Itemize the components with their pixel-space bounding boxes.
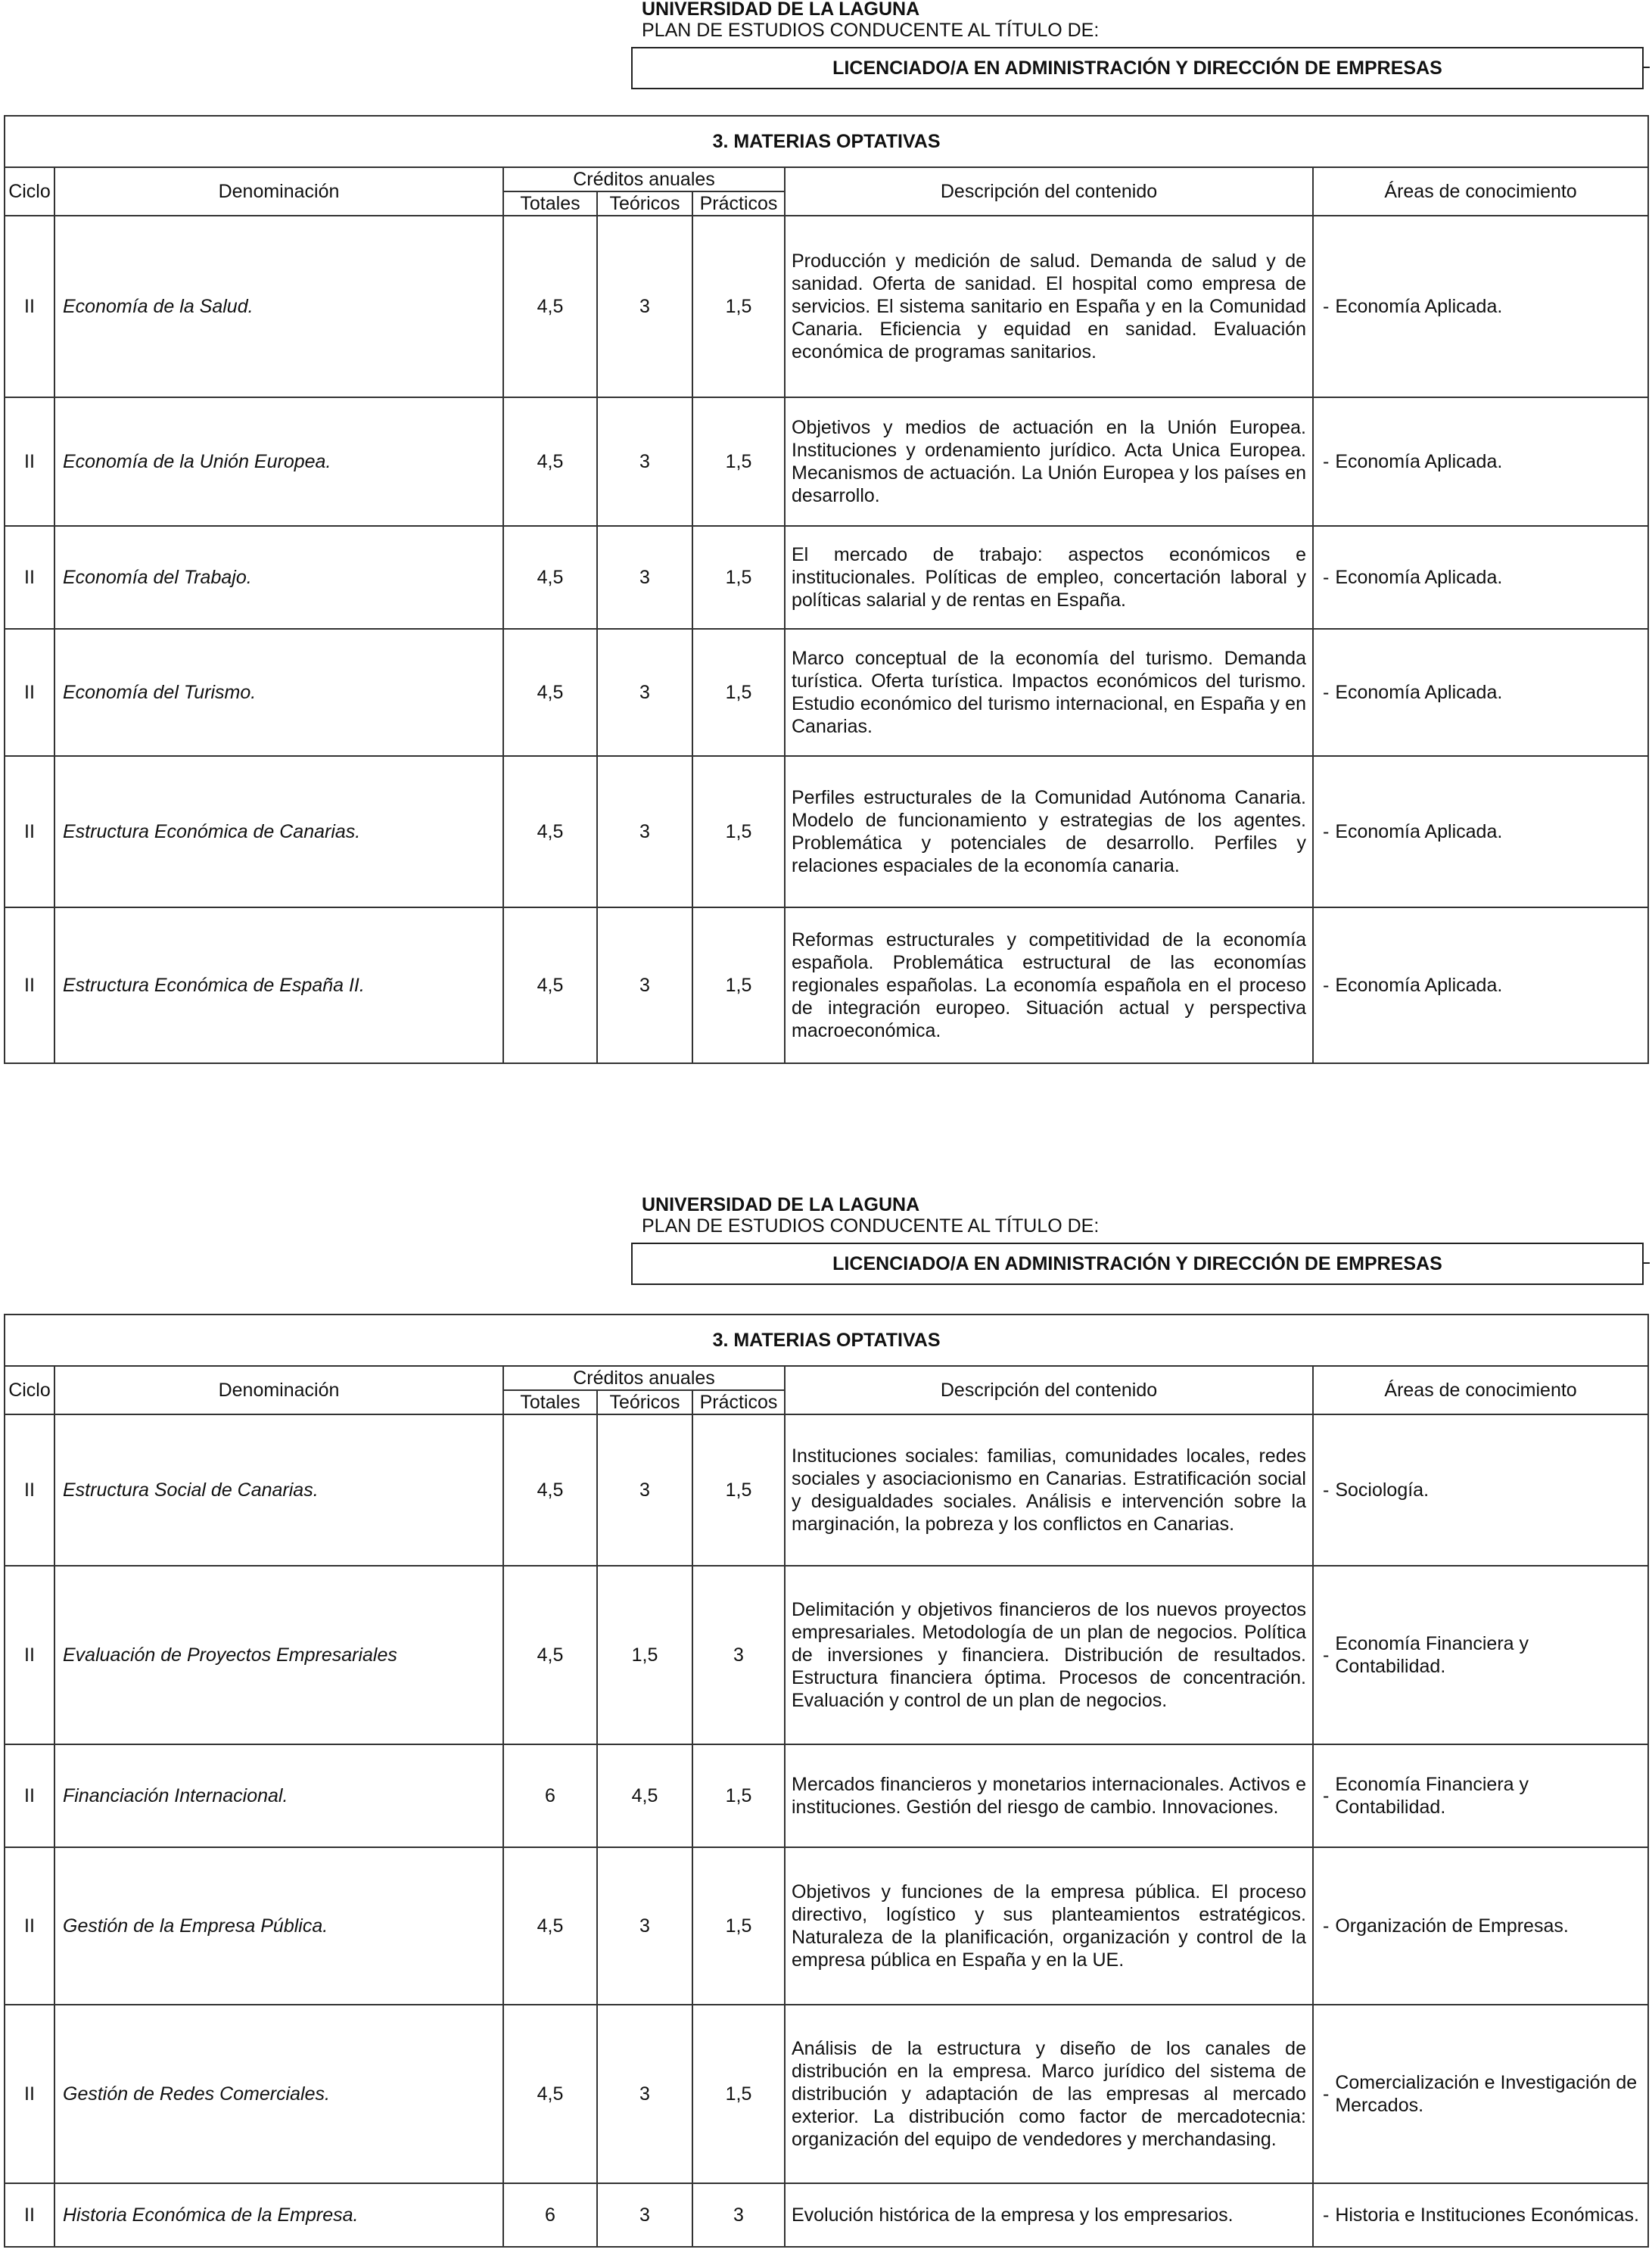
courses-table — [4, 115, 1649, 1064]
header-totales: Totales — [503, 1390, 597, 1414]
course-name: Economía del Trabajo. — [54, 526, 503, 629]
ciclo-cell: II — [5, 2183, 54, 2247]
credits-teoricos: 3 — [597, 216, 692, 397]
table-row — [5, 397, 1648, 526]
knowledge-area: Sociología. — [1335, 1479, 1430, 1501]
credits-teoricos: 3 — [597, 1847, 692, 2005]
credits-practicos: 1,5 — [692, 756, 785, 907]
knowledge-area: Economía Financiera y Contabilidad. — [1335, 1774, 1529, 1818]
area-bullet: - — [1323, 1479, 1330, 1501]
ciclo-cell: II — [5, 1566, 54, 1744]
university-name: UNIVERSIDAD DE LA LAGUNA — [642, 1194, 920, 1215]
knowledge-area-cell — [1313, 397, 1648, 526]
course-name: Economía del Turismo. — [54, 629, 503, 756]
ciclo-cell: II — [5, 756, 54, 907]
course-description: Instituciones sociales: familias, comunidades locales, redes sociales y asociacionismo en Canarias. Estratificación social y desigualdades sociales. Análisis e intervención sobre la marginación, la pobreza y los conflictos en Canarias. — [785, 1414, 1313, 1566]
credits-totales: 6 — [503, 2183, 597, 2247]
credits-teoricos: 3 — [597, 1414, 692, 1566]
university-name: UNIVERSIDAD DE LA LAGUNA — [642, 0, 920, 20]
knowledge-area-cell — [1313, 1414, 1648, 1566]
course-name: Estructura Económica de Canarias. — [54, 756, 503, 907]
credits-totales: 4,5 — [503, 1847, 597, 2005]
credits-totales: 4,5 — [503, 526, 597, 629]
course-name: Gestión de la Empresa Pública. — [54, 1847, 503, 2005]
course-description: Reformas estructurales y competitividad de la economía española. Problemática estructural de las economías regionales españolas. La economía española en el proceso de integración europeo. Situación actual y perspectiva macroeconómica. — [785, 907, 1313, 1063]
course-name: Evaluación de Proyectos Empresariales — [54, 1566, 503, 1744]
plan-label: PLAN DE ESTUDIOS CONDUCENTE AL TÍTULO DE: — [642, 1215, 1100, 1237]
table-row — [5, 526, 1648, 629]
header-creditos: Créditos anuales — [503, 167, 785, 191]
header-areas: Áreas de conocimiento — [1313, 1366, 1648, 1414]
course-description: Mercados financieros y monetarios internacionales. Activos e instituciones. Gestión del riesgo de cambio. Innovaciones. — [785, 1744, 1313, 1847]
knowledge-area-cell — [1313, 2183, 1648, 2247]
degree-title-box — [631, 1243, 1644, 1285]
area-bullet: - — [1323, 975, 1330, 996]
header-denominacion: Denominación — [54, 1366, 503, 1414]
table-row — [5, 1414, 1648, 1566]
header-areas: Áreas de conocimiento — [1313, 167, 1648, 216]
credits-practicos: 3 — [692, 1566, 785, 1744]
header-ciclo: Ciclo — [5, 1366, 54, 1414]
area-bullet: - — [1323, 2204, 1330, 2226]
knowledge-area-cell — [1313, 1847, 1648, 2005]
course-description: Objetivos y funciones de la empresa pública. El proceso directivo, logístico y sus planteamientos estratégicos. Naturaleza de la planificación, organización y control de la empresa pública en España y en la UE. — [785, 1847, 1313, 2005]
degree-title: LICENCIADO/A EN ADMINISTRACIÓN Y DIRECCIÓN DE EMPRESAS — [832, 57, 1442, 79]
table-row — [5, 629, 1648, 756]
credits-practicos: 1,5 — [692, 907, 785, 1063]
header-creditos: Créditos anuales — [503, 1366, 785, 1390]
table-row — [5, 2183, 1648, 2247]
table-row — [5, 756, 1648, 907]
course-name: Historia Económica de la Empresa. — [54, 2183, 503, 2247]
header-practicos: Prácticos — [692, 191, 785, 216]
header-divider — [1644, 67, 1650, 68]
knowledge-area: Historia e Instituciones Económicas. — [1335, 2204, 1639, 2226]
knowledge-area-cell — [1313, 1744, 1648, 1847]
table-title: 3. MATERIAS OPTATIVAS — [5, 1315, 1648, 1366]
table-row — [5, 907, 1648, 1063]
credits-teoricos: 3 — [597, 2005, 692, 2183]
ciclo-cell: II — [5, 216, 54, 397]
header-descripcion: Descripción del contenido — [785, 167, 1313, 216]
courses-table — [4, 1314, 1649, 2248]
knowledge-area-cell — [1313, 629, 1648, 756]
credits-practicos: 1,5 — [692, 1414, 785, 1566]
course-name: Financiación Internacional. — [54, 1744, 503, 1847]
credits-practicos: 1,5 — [692, 397, 785, 526]
credits-practicos: 1,5 — [692, 2005, 785, 2183]
ciclo-cell: II — [5, 1414, 54, 1566]
credits-teoricos: 3 — [597, 907, 692, 1063]
ciclo-cell: II — [5, 526, 54, 629]
ciclo-cell: II — [5, 629, 54, 756]
knowledge-area: Economía Aplicada. — [1335, 821, 1503, 842]
course-description: Objetivos y medios de actuación en la Unión Europea. Instituciones y ordenamiento jurídico. Acta Unica Europea. Mecanismos de actuación. La Unión Europea y los países en desarrollo. — [785, 397, 1313, 526]
course-description: El mercado de trabajo: aspectos económicos e institucionales. Políticas de empleo, concertación laboral y políticas salarial y de rentas en España. — [785, 526, 1313, 629]
ciclo-cell: II — [5, 397, 54, 526]
credits-practicos: 1,5 — [692, 1847, 785, 2005]
table-row — [5, 1744, 1648, 1847]
area-bullet: - — [1323, 2083, 1330, 2105]
credits-totales: 4,5 — [503, 397, 597, 526]
header-divider — [1644, 1262, 1650, 1264]
area-bullet: - — [1323, 1785, 1330, 1806]
course-name: Estructura Económica de España II. — [54, 907, 503, 1063]
knowledge-area: Economía Aplicada. — [1335, 682, 1503, 703]
credits-teoricos: 3 — [597, 2183, 692, 2247]
knowledge-area-cell — [1313, 1566, 1648, 1744]
degree-title-box — [631, 47, 1644, 89]
plan-label: PLAN DE ESTUDIOS CONDUCENTE AL TÍTULO DE: — [642, 20, 1100, 41]
credits-totales: 6 — [503, 1744, 597, 1847]
knowledge-area-cell — [1313, 756, 1648, 907]
area-bullet: - — [1323, 1644, 1330, 1666]
knowledge-area: Comercialización e Investigación de Mercados. — [1335, 2072, 1638, 2116]
header-descripcion: Descripción del contenido — [785, 1366, 1313, 1414]
header-teoricos: Teóricos — [597, 191, 692, 216]
knowledge-area: Economía Aplicada. — [1335, 451, 1503, 472]
header-totales: Totales — [503, 191, 597, 216]
knowledge-area-cell — [1313, 216, 1648, 397]
knowledge-area-cell — [1313, 526, 1648, 629]
knowledge-area: Organización de Empresas. — [1335, 1915, 1569, 1937]
credits-teoricos: 3 — [597, 629, 692, 756]
area-bullet: - — [1323, 451, 1330, 472]
credits-totales: 4,5 — [503, 1414, 597, 1566]
course-description: Producción y medición de salud. Demanda de salud y de sanidad. Oferta de sanidad. El hospital como empresa de servicios. El sistema sanitario en España y en la Comunidad Canaria. Eficiencia y equidad en sanidad. Evaluación económica de programas sanitarios. — [785, 216, 1313, 397]
table-row — [5, 1847, 1648, 2005]
course-description: Perfiles estructurales de la Comunidad Autónoma Canaria. Modelo de funcionamiento y estrategias de los agentes. Problemática y potenciales de desarrollo. Perfiles y relaciones espaciales de la economía canaria. — [785, 756, 1313, 907]
credits-totales: 4,5 — [503, 216, 597, 397]
header-practicos: Prácticos — [692, 1390, 785, 1414]
ciclo-cell: II — [5, 2005, 54, 2183]
credits-practicos: 1,5 — [692, 526, 785, 629]
knowledge-area-cell — [1313, 2005, 1648, 2183]
credits-totales: 4,5 — [503, 907, 597, 1063]
credits-teoricos: 3 — [597, 526, 692, 629]
table-row — [5, 2005, 1648, 2183]
header-teoricos: Teóricos — [597, 1390, 692, 1414]
table-title: 3. MATERIAS OPTATIVAS — [5, 116, 1648, 167]
credits-teoricos: 3 — [597, 397, 692, 526]
course-description: Evolución histórica de la empresa y los empresarios. — [785, 2183, 1313, 2247]
knowledge-area: Economía Financiera y Contabilidad. — [1335, 1633, 1529, 1677]
knowledge-area: Economía Aplicada. — [1335, 567, 1503, 588]
knowledge-area-cell — [1313, 907, 1648, 1063]
credits-teoricos: 3 — [597, 756, 692, 907]
course-description: Análisis de la estructura y diseño de los canales de distribución en la empresa. Marco jurídico del sistema de distribución y adaptación de las empresas al mercado exterior. La distribución como factor de mercadotecnia: organización del equipo de vendedores y merchandasing. — [785, 2005, 1313, 2183]
credits-practicos: 1,5 — [692, 1744, 785, 1847]
credits-totales: 4,5 — [503, 1566, 597, 1744]
area-bullet: - — [1323, 567, 1330, 588]
course-name: Gestión de Redes Comerciales. — [54, 2005, 503, 2183]
credits-totales: 4,5 — [503, 756, 597, 907]
table-row — [5, 216, 1648, 397]
course-description: Marco conceptual de la economía del turismo. Demanda turística. Oferta turística. Impactos económicos del turismo. Estudio económico del turismo internacional, en España y en Canarias. — [785, 629, 1313, 756]
credits-totales: 4,5 — [503, 2005, 597, 2183]
knowledge-area: Economía Aplicada. — [1335, 975, 1503, 996]
course-name: Economía de la Salud. — [54, 216, 503, 397]
ciclo-cell: II — [5, 907, 54, 1063]
ciclo-cell: II — [5, 1744, 54, 1847]
credits-teoricos: 4,5 — [597, 1744, 692, 1847]
table-row — [5, 1566, 1648, 1744]
credits-practicos: 1,5 — [692, 629, 785, 756]
course-description: Delimitación y objetivos financieros de los nuevos proyectos empresariales. Metodología de un plan de negocios. Política de inversiones y financiera. Distribución de resultados. Estructura financiera óptima. Procesos de concentración. Evaluación y control de un plan de negocios. — [785, 1566, 1313, 1744]
credits-teoricos: 1,5 — [597, 1566, 692, 1744]
credits-totales: 4,5 — [503, 629, 597, 756]
header-denominacion: Denominación — [54, 167, 503, 216]
knowledge-area: Economía Aplicada. — [1335, 296, 1503, 317]
credits-practicos: 3 — [692, 2183, 785, 2247]
area-bullet: - — [1323, 821, 1330, 842]
area-bullet: - — [1323, 682, 1330, 703]
header-ciclo: Ciclo — [5, 167, 54, 216]
degree-title: LICENCIADO/A EN ADMINISTRACIÓN Y DIRECCIÓN DE EMPRESAS — [832, 1252, 1442, 1274]
area-bullet: - — [1323, 296, 1330, 317]
credits-practicos: 1,5 — [692, 216, 785, 397]
course-name: Estructura Social de Canarias. — [54, 1414, 503, 1566]
ciclo-cell: II — [5, 1847, 54, 2005]
area-bullet: - — [1323, 1915, 1330, 1937]
course-name: Economía de la Unión Europea. — [54, 397, 503, 526]
